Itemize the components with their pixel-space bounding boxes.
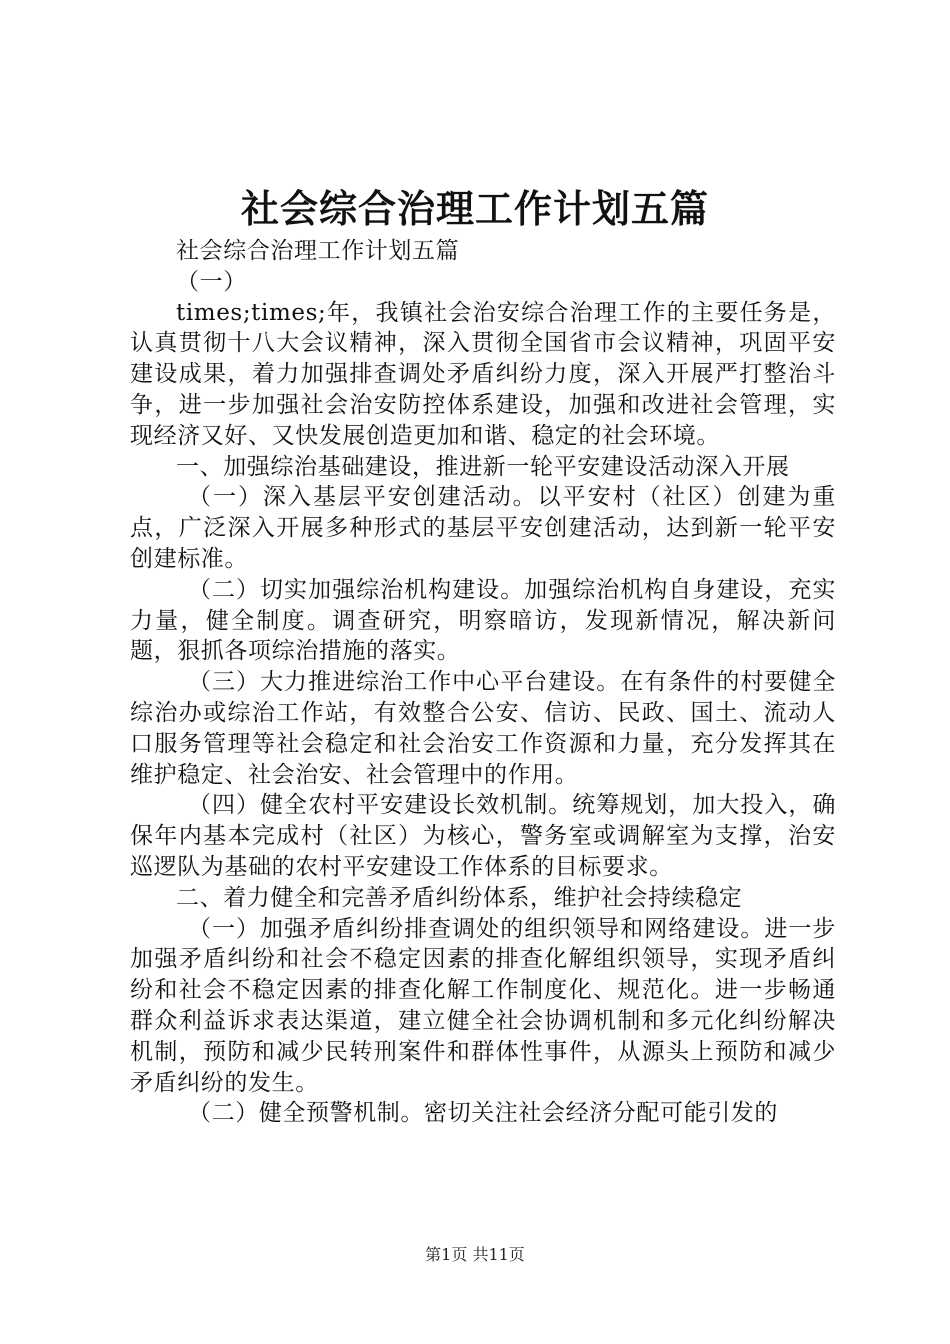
paragraph-section-marker: （一） (176, 268, 247, 295)
paragraph-subtitle: 社会综合治理工作计划五篇 (176, 238, 460, 264)
paragraph-item-1-3: （三）大力推进综治工作中心平台建设。在有条件的村要健全综治办或综治工作站，有效整合公安、信访、民政、国土、流动人口服务管理等社会稳定和社会治安工作资源和力量，充分发挥其在维护稳定、社会治安、社会管理中的作用。 (130, 669, 836, 788)
document-body (130, 236, 836, 1129)
document-title: 社会综合治理工作计划五篇 (240, 186, 709, 231)
paragraph-intro: times;times;年，我镇社会治安综合治理工作的主要任务是，认真贯彻十八大会议精神，深入贯彻全国省市会议精神，巩固平安建设成果，着力加强排查调处矛盾纠纷力度，深入开展严打整治斗争，进一步加强社会治安防控体系建设，加强和改进社会管理，实现经济又好、又快发展创造更加和谐、稳定的社会环境。 (130, 299, 836, 449)
heading-section-two: 二、着力健全和完善矛盾纠纷体系，维护社会持续稳定 (176, 884, 743, 911)
paragraph-item-1-2: （二）切实加强综治机构建设。加强综治机构自身建设，充实力量，健全制度。调查研究，明察暗访，发现新情况，解决新问题，狠抓各项综治措施的落实。 (130, 576, 836, 665)
heading-section-one: 一、加强综治基础建设，推进新一轮平安建设活动深入开展 (176, 453, 790, 480)
paragraph-item-2-1: （一）加强矛盾纠纷排查调处的组织领导和网络建设。进一步加强矛盾纠纷和社会不稳定因素的排查化解组织领导，实现矛盾纠纷和社会不稳定因素的排查化解工作制度化、规范化。进一步畅通群众利益诉求表达渠道，建立健全社会协调机制和多元化纠纷解决机制，预防和减少民转刑案件和群体性事件，从源头上预防和减少矛盾纠纷的发生。 (130, 915, 836, 1096)
paragraph-item-1-4: （四）健全农村平安建设长效机制。统筹规划，加大投入，确保年内基本完成村（社区）为核心，警务室或调解室为支撑，治安巡逻队为基础的农村平安建设工作体系的目标要求。 (130, 792, 836, 880)
page-number-footer: 第1页 共11页 (425, 1245, 525, 1264)
paragraph-item-1-1: （一）深入基层平安创建活动。以平安村（社区）创建为重点，广泛深入开展多种形式的基层平安创建活动，达到新一轮平安创建标准。 (130, 484, 836, 572)
paragraph-item-2-2: （二）健全预警机制。密切关注社会经济分配可能引发的 (188, 1100, 778, 1127)
